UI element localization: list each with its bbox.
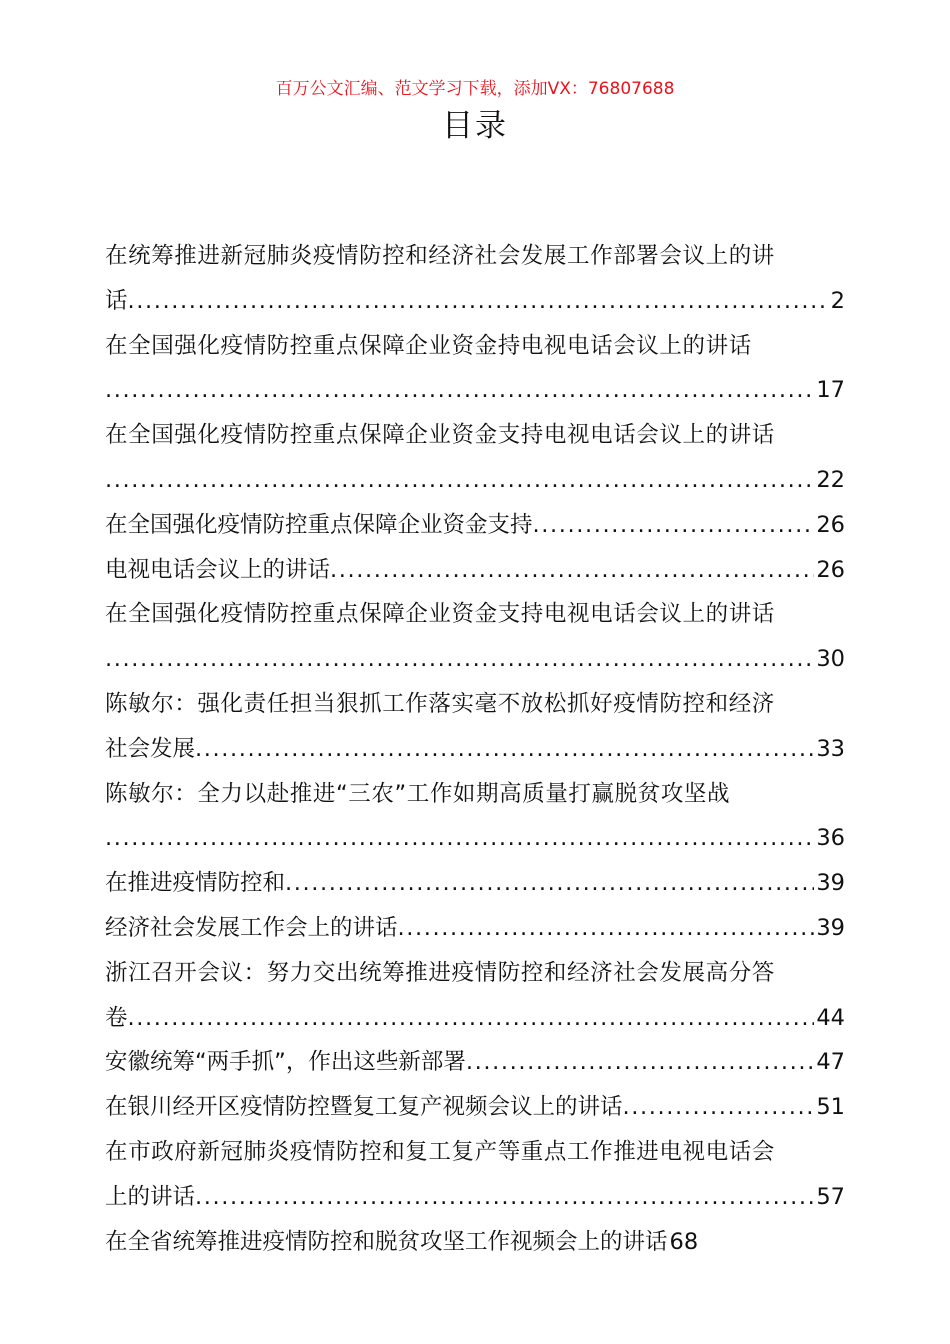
toc-entry-3-line-2[interactable] (105, 458, 845, 503)
toc-leader-dots (533, 503, 815, 548)
toc-entry-6-line-1[interactable] (105, 592, 845, 637)
toc-leader-dots (466, 1040, 815, 1085)
toc-leader-dots (195, 727, 814, 772)
toc-entry-text: 在推进疫情防控和 (105, 870, 286, 897)
toc-entry-3-line-1[interactable] (105, 413, 845, 458)
toc-entry-8-line-1[interactable] (105, 772, 845, 817)
toc-entry-text: 上的讲话 (105, 1183, 196, 1210)
toc-page-number: 39 (816, 914, 845, 941)
toc-entry-10[interactable] (105, 906, 845, 951)
toc-entry-text: 浙江召开会议：努力交出统筹推进疫情防控和经济社会发展高分答 (105, 959, 775, 986)
toc-entry-7-line-1[interactable] (105, 682, 845, 727)
toc-entry-text: 陈敏尔：强化责任担当狠抓工作落实毫不放松抓好疫情防控和经济 (105, 690, 775, 717)
toc-entry-14-line-2[interactable] (105, 1175, 845, 1220)
toc-leader-dots (398, 906, 815, 951)
toc-entry-5[interactable] (105, 548, 845, 593)
toc-entry-6-line-2[interactable] (105, 637, 845, 682)
toc-entry-4[interactable] (105, 503, 845, 548)
toc-leader-dots (105, 458, 814, 503)
toc-entry-11-line-2[interactable] (105, 996, 845, 1041)
toc-entry-13[interactable] (105, 1085, 845, 1130)
toc-entry-text: 卷 (105, 1004, 128, 1031)
toc-entry-15[interactable] (105, 1220, 845, 1265)
toc-entry-text: 经济社会发展工作会上的讲话 (105, 914, 398, 941)
toc-page-number: 30 (816, 646, 845, 673)
toc-leader-dots (195, 1175, 814, 1220)
page-title: 目录 (442, 108, 508, 144)
toc-leader-dots (128, 279, 829, 324)
header-banner: 百万公文汇编、范文学习下载，添加VX：76807688 (275, 79, 675, 99)
toc-entry-14-line-1[interactable] (105, 1130, 845, 1175)
toc-leader-dots (105, 368, 814, 413)
toc-entry-12[interactable] (105, 1040, 845, 1085)
toc-entry-text: 社会发展 (105, 735, 196, 762)
toc-leader-dots (105, 637, 814, 682)
toc-entry-text: 安徽统筹“两手抓”，作出这些新部署 (105, 1049, 466, 1076)
toc-entry-text: 在全省统筹推进疫情防控和脱贫攻坚工作视频会上的讲话 (105, 1228, 668, 1255)
toc-entry-1-line-1[interactable] (105, 234, 845, 279)
toc-leader-dots (330, 548, 814, 593)
toc-leader-dots (105, 816, 814, 861)
toc-entry-2-line-2[interactable] (105, 368, 845, 413)
table-of-contents (105, 234, 845, 1264)
toc-leader-dots (128, 996, 815, 1041)
toc-entry-text: 在全国强化疫情防控重点保障企业资金支持 (105, 511, 533, 538)
toc-page-number: 68 (669, 1228, 699, 1255)
toc-entry-2-line-1[interactable] (105, 324, 845, 369)
toc-leader-dots (285, 861, 814, 906)
toc-entry-9[interactable] (105, 861, 845, 906)
toc-page-number: 17 (816, 377, 845, 404)
toc-entry-11-line-1[interactable] (105, 951, 845, 996)
toc-entry-text: 在全国强化疫情防控重点保障企业资金支持电视电话会议上的讲话 (105, 422, 775, 449)
toc-entry-8-line-2[interactable] (105, 816, 845, 861)
toc-entry-text: 电视电话会议上的讲话 (105, 556, 331, 583)
toc-entry-text: 在市政府新冠肺炎疫情防控和复工复产等重点工作推进电视电话会 (105, 1138, 775, 1165)
toc-page-number: 2 (830, 287, 845, 314)
toc-page-number: 22 (816, 466, 845, 493)
toc-page-number: 33 (816, 735, 845, 762)
toc-page-number: 51 (816, 1094, 845, 1121)
toc-page-number: 26 (816, 556, 845, 583)
toc-entry-text: 在全国强化疫情防控重点保障企业资金支持电视电话会议上的讲话 (105, 601, 775, 628)
toc-entry-text: 话 (105, 287, 128, 314)
toc-page-number: 39 (816, 870, 845, 897)
toc-entry-text: 陈敏尔：全力以赴推进“三农”工作如期高质量打赢脱贫攻坚战 (105, 780, 731, 807)
toc-leader-dots (623, 1085, 815, 1130)
toc-entry-text: 在统筹推进新冠肺炎疫情防控和经济社会发展工作部署会议上的讲 (105, 243, 775, 269)
toc-entry-text: 在全国强化疫情防控重点保障企业资金持电视电话会议上的讲话 (105, 332, 752, 359)
toc-page-number: 57 (816, 1183, 845, 1210)
toc-entry-text: 在银川经开区疫情防控暨复工复产视频会议上的讲话 (105, 1094, 623, 1121)
toc-page-number: 26 (816, 511, 845, 538)
toc-page-number: 44 (816, 1004, 845, 1031)
toc-entry-1-line-2[interactable] (105, 279, 845, 324)
toc-entry-7-line-2[interactable] (105, 727, 845, 772)
toc-page-number: 47 (816, 1049, 845, 1076)
toc-page-number: 36 (816, 825, 845, 852)
